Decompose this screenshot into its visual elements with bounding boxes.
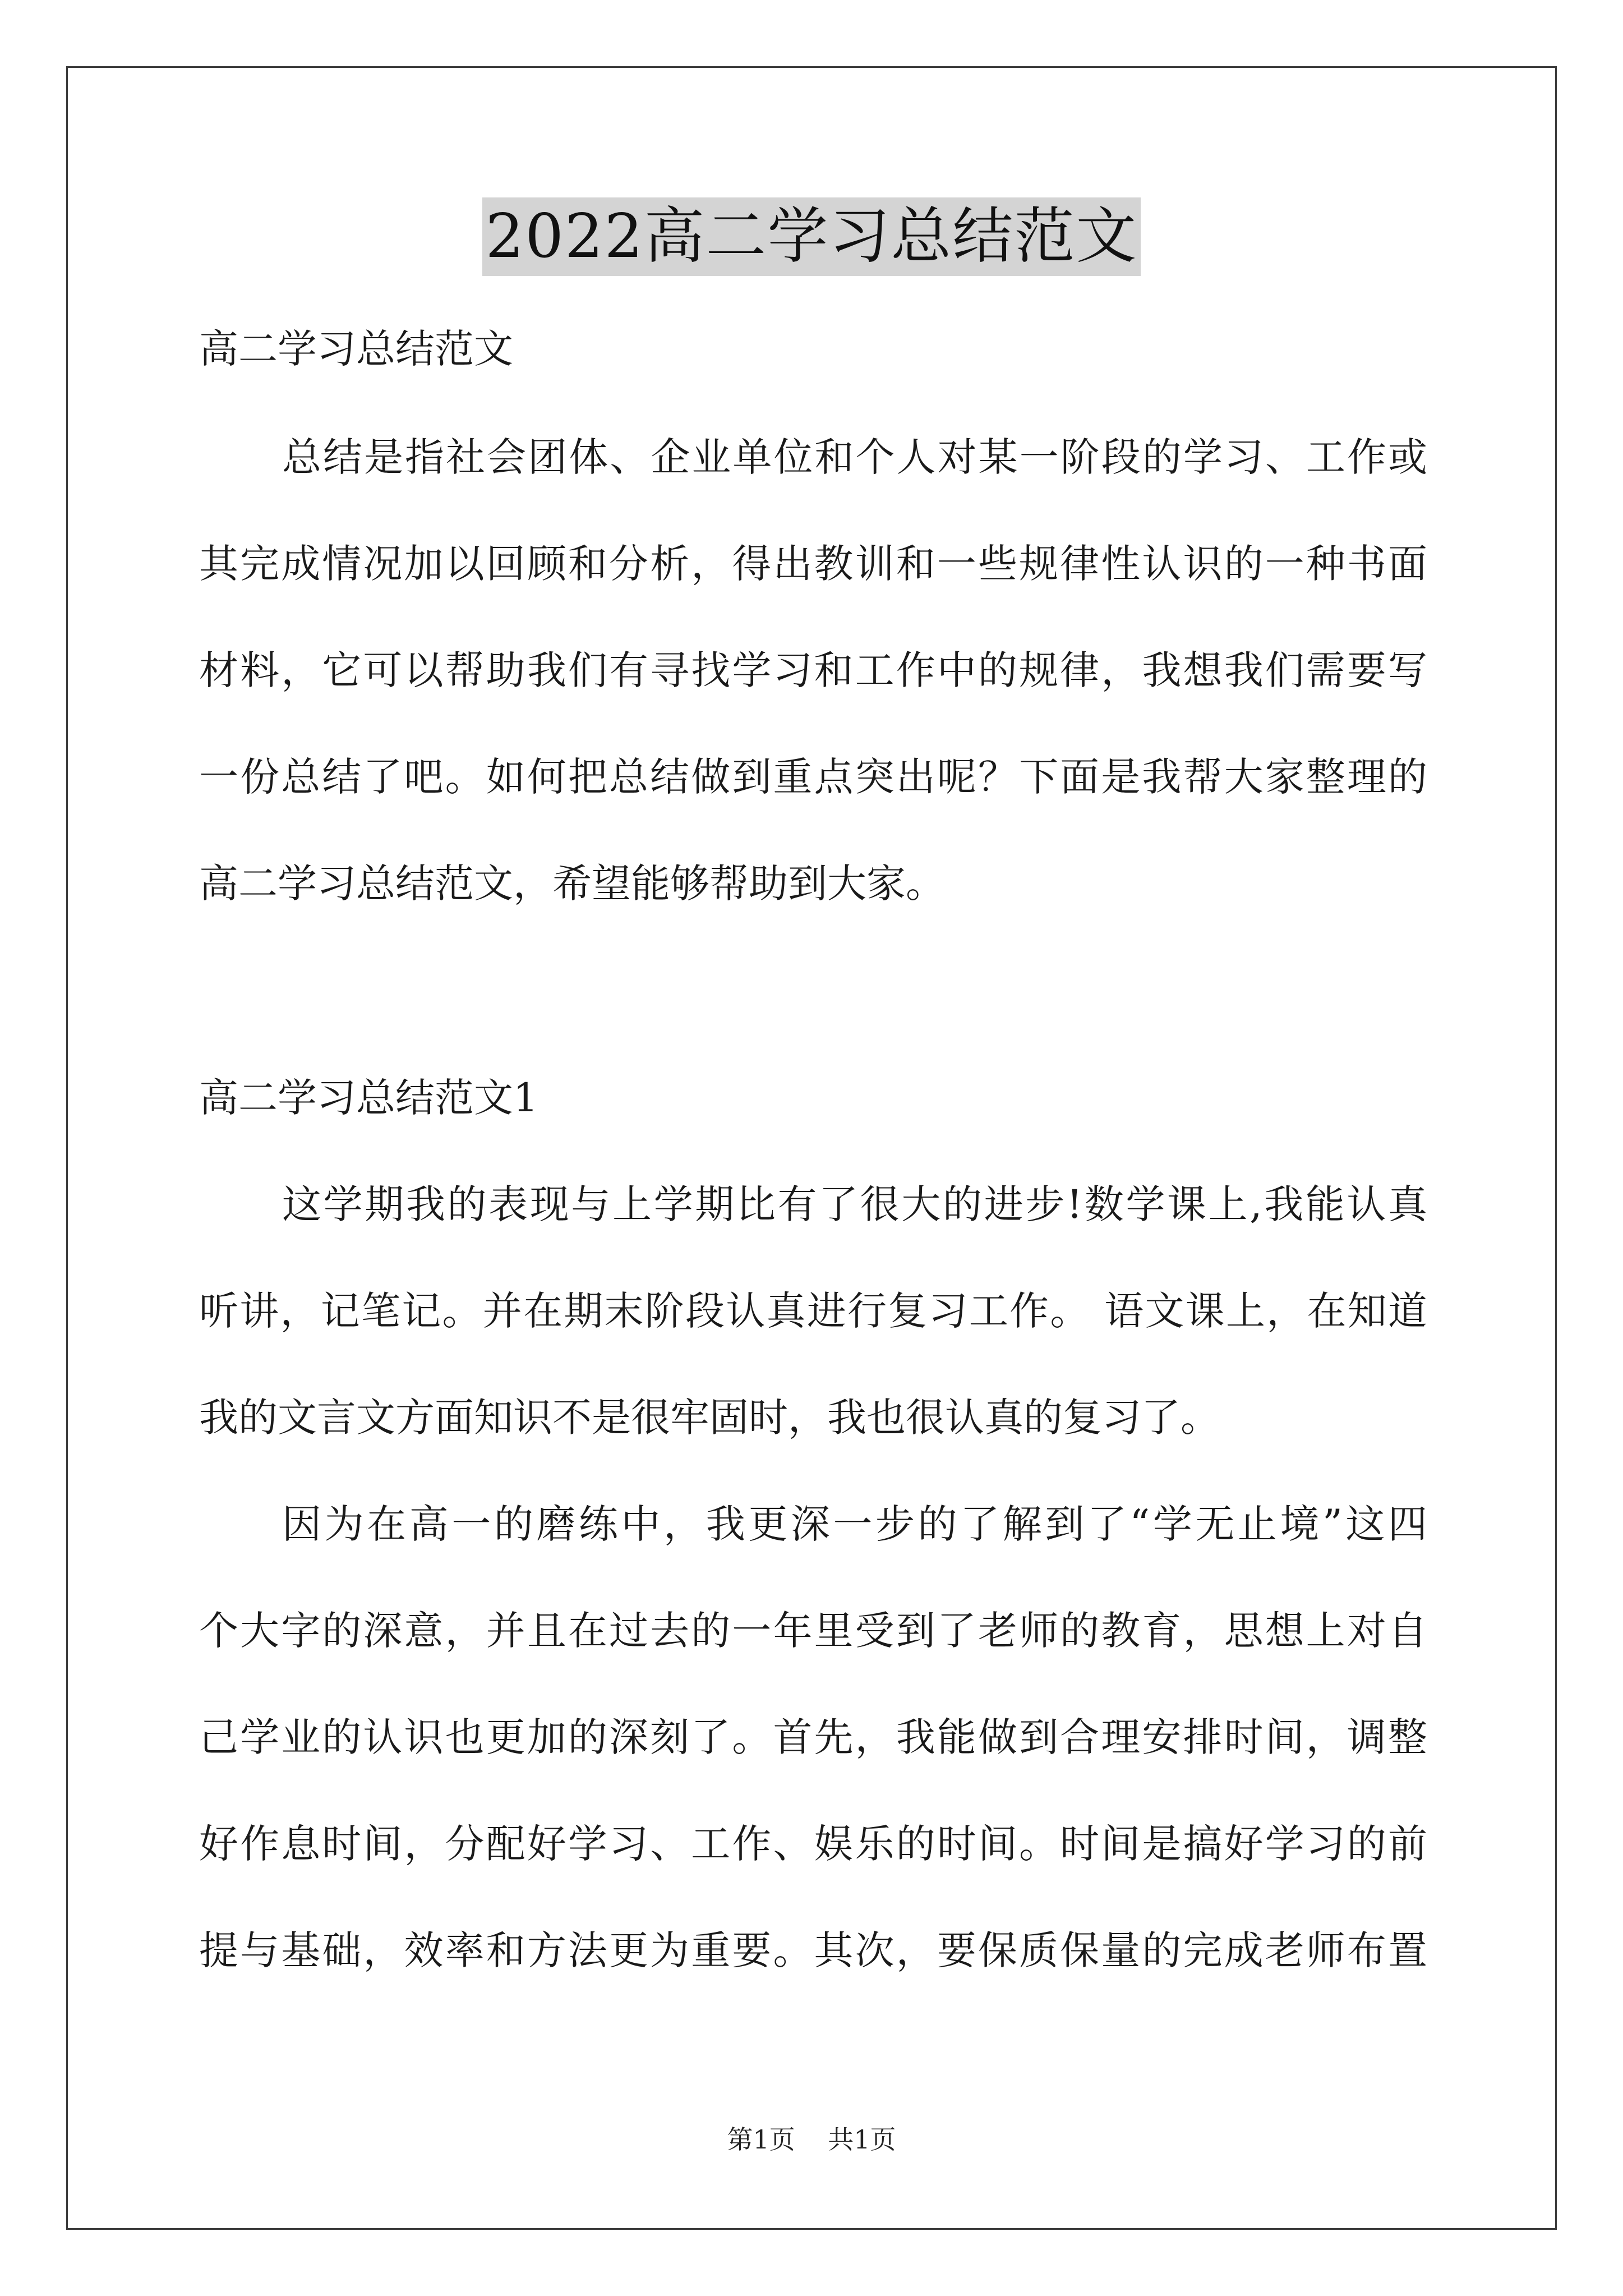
section1-para1-line: 这学期我的表现与上学期比有了很大的进步!数学课上,我能认真 [282, 1181, 1427, 1227]
page-number: 第1页 [727, 2124, 795, 2155]
section1-para2-line: 己学业的认识也更加的深刻了。首先，我能做到合理安排时间，调整 [199, 1714, 1427, 1760]
intro-line: 高二学习总结范文，希望能够帮助到大家。 [199, 861, 945, 907]
document-title: 2022高二学习总结范文 [482, 197, 1141, 276]
title-container [0, 197, 1623, 276]
intro-heading: 高二学习总结范文 [199, 326, 513, 372]
section1-para1-line: 听讲，记笔记。并在期末阶段认真进行复习工作。 语文课上，在知道 [199, 1288, 1427, 1334]
section1-para2-line: 个大字的深意，并且在过去的一年里受到了老师的教育，思想上对自 [199, 1608, 1427, 1654]
intro-line: 一份总结了吧。如何把总结做到重点突出呢？下面是我帮大家整理的 [199, 754, 1427, 800]
intro-line: 材料，它可以帮助我们有寻找学习和工作中的规律，我想我们需要写 [199, 647, 1427, 693]
page-footer [0, 2123, 1623, 2156]
page-border [66, 66, 1557, 2230]
section1-heading: 高二学习总结范文1 [199, 1075, 538, 1121]
section1-para2-line: 好作息时间，分配好学习、工作、娱乐的时间。时间是搞好学习的前 [199, 1821, 1427, 1867]
page-total: 共1页 [828, 2124, 896, 2155]
intro-line: 其完成情况加以回顾和分析，得出教训和一些规律性认识的一种书面 [199, 541, 1427, 587]
section1-para2-line: 因为在高一的磨练中，我更深一步的了解到了“学无止境”这四 [282, 1501, 1427, 1547]
intro-line: 总结是指社会团体、企业单位和个人对某一阶段的学习、工作或 [282, 434, 1427, 480]
section1-para1-line: 我的文言文方面知识不是很牢固时，我也很认真的复习了。 [199, 1395, 1220, 1441]
section1-para2-line: 提与基础，效率和方法更为重要。其次，要保质保量的完成老师布置 [199, 1927, 1427, 1973]
